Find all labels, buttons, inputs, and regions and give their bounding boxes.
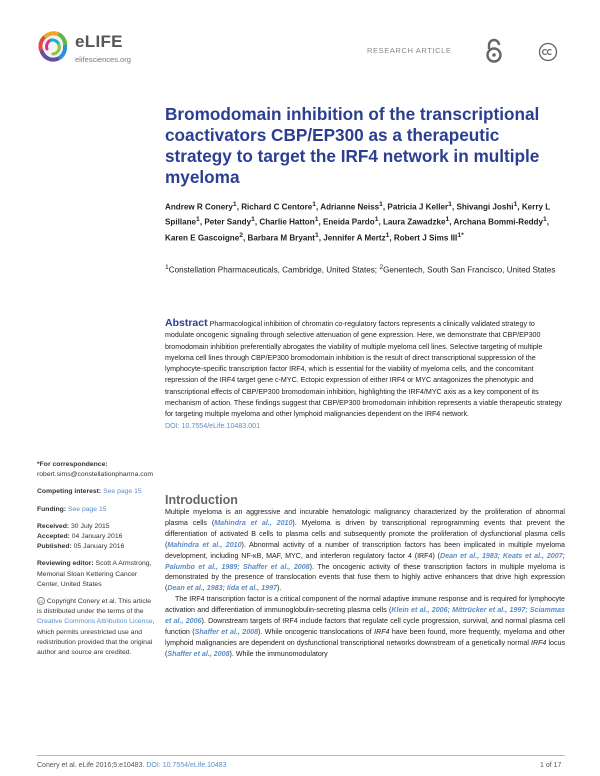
funding-label: Funding: — [37, 505, 67, 513]
reviewing-label: Reviewing editor: — [37, 560, 94, 568]
author-name: Andrew R Conery — [165, 202, 233, 212]
author-affiliation-sup: 1 — [374, 216, 379, 224]
intro-paragraph-1 — [165, 507, 565, 594]
footer-citation-text: Conery et al. eLife 2016;5:e10483. — [37, 762, 147, 769]
body-text-segment: locus ( — [165, 638, 566, 658]
article-title: Bromodomain inhibition of the transcriptional coactivators CBP/EP300 as a therapeutic strategy to target the IRF4 network in multiple myeloma — [165, 104, 540, 187]
license-text-post: , which permits unrestricted use and redistribution provided that the original author and source are credited. — [37, 618, 155, 657]
logo-url: elifesciences.org — [75, 55, 131, 64]
abstract-doi-link[interactable]: DOI: 10.7554/eLife.10483.001 — [165, 421, 261, 430]
copyright-cc-icon: cc — [38, 599, 44, 605]
funding — [37, 505, 155, 515]
author-name: Karen E Gascoigne — [165, 233, 240, 243]
author-name: Richard C Centore — [241, 202, 313, 212]
author-name: Robert J Sims III — [393, 233, 458, 243]
abstract-heading: Abstract — [165, 317, 208, 329]
author-affiliation-sup: 1 — [314, 216, 319, 224]
author-affiliation-sup: 1 — [379, 201, 383, 208]
received-date: 30 July 2015 — [71, 522, 110, 530]
competing-label: Competing interest: — [37, 488, 102, 496]
article-type: RESEARCH ARTICLE — [367, 46, 452, 55]
body-text-segment: Multiple myeloma is an aggressive and incurable hematologic malignancy characterized by the proliferation of abnormal plasma cells ( — [165, 508, 565, 527]
author-name: Patricia J Keller — [387, 202, 449, 212]
competing-interest — [37, 487, 155, 497]
introduction-heading: Introduction — [165, 493, 238, 507]
citation-link[interactable]: Mahindra et al., 2010 — [214, 518, 293, 527]
correspondence-email[interactable]: robert.sims@constellationpharma.com — [37, 471, 154, 479]
author-affiliation-sup: 1 — [232, 201, 237, 208]
citation-link[interactable]: Shaffer et al., 2008 — [167, 649, 230, 658]
body-text-segment: The IRF4 transcription factor is a critical component of the normal adaptive immune response and is required for lymphocyte activation and differentiation of immunoglobulin-secreting plasma cells ( — [165, 595, 565, 615]
gene-name: IRF4 — [374, 627, 390, 636]
correspondence — [37, 460, 155, 480]
citation-link[interactable]: Dean et al., 1983; Keats et al., 2007; Palumbo et al., 1989; Shaffer et al., 2008 — [165, 551, 565, 571]
competing-link[interactable]: See page 15 — [103, 488, 142, 496]
sidebar — [37, 460, 155, 665]
abstract — [165, 318, 565, 432]
license — [37, 597, 155, 658]
license-text-pre: Copyright Conery et al. This article is distributed under the terms of the — [37, 598, 152, 616]
author-name: Barbara M Bryant — [247, 233, 315, 243]
accepted-date: 04 January 2016 — [71, 533, 123, 541]
author-affiliation-sup: 1 — [542, 216, 547, 224]
affiliation-sup: 2 — [379, 264, 384, 271]
published-label: Published: — [37, 543, 72, 551]
logo-name: eLIFE — [75, 32, 123, 51]
body-text-segment: have been found, more frequently, myeloma and other lymphoid malignancies are dependent on dysfunctional transcriptional networks downstream of a genetically normal — [165, 627, 566, 647]
open-access-icon — [484, 38, 504, 64]
elife-logo-icon — [33, 27, 73, 67]
author-affiliation-sup: 1 — [251, 216, 255, 224]
citation-link[interactable]: Dean et al., 1983; Iida et al., 1997 — [167, 584, 277, 593]
citation-link[interactable]: Shaffer et al., 2008 — [194, 627, 259, 636]
author-name: Kerry L Spillane — [165, 202, 551, 227]
author-affiliation-sup: 1 — [448, 201, 452, 208]
body-text-segment: ). While oncogenic translocations of — [258, 627, 375, 636]
author-name: Laura Zawadzke — [382, 217, 446, 227]
affiliation-2: Genentech, South San Francisco, United States — [383, 265, 556, 275]
author-affiliation-sup: 1 — [513, 201, 518, 208]
elife-logo[interactable] — [33, 27, 173, 72]
reviewing-editor — [37, 559, 155, 590]
accepted-label: Accepted: — [37, 533, 70, 541]
author-affiliation-sup: 1 — [312, 201, 317, 208]
author-affiliation-sup: 1 — [445, 216, 450, 224]
license-link[interactable]: Creative Commons Attribution License — [37, 618, 153, 626]
author-affiliation-sup: 1 — [196, 216, 200, 224]
published-date: 05 January 2016 — [73, 543, 125, 551]
funding-link[interactable]: See page 15 — [67, 505, 107, 513]
body-text-segment: ). Downstream targets of IRF4 include factors that regulate cell cycle progression, survival, and normal plasma cell function ( — [165, 617, 565, 636]
reviewing-editor-name: Scott A Armstrong, Memorial Sloan Kettering Cancer Center, United States — [37, 560, 152, 588]
abstract-text: Pharmacological inhibition of chromatin co-regulatory factors represents a clinically validated strategy to modulate oncogenic signaling through selective attenuation of gene expression. Here, we demonstrate that CBP/EP300 bromodomain inhibition preferentially abrogates the viability of multiple myeloma cell lines. Selective targeting of multiple myeloma cell lines through CBP/EP300 bromodomain inhibition is the result of direct transcriptional suppression of the lymphocyte-specific transcription factor IRF4, which is essential for the viability of myeloma cells, and the concomitant repression of the IRF4 target gene c-MYC. Ectopic expression of either IRF4 or MYC antagonizes the phenotypic and transcriptional effects of CBP/EP300 bromodomain inhibition, highlighting the IRF4/MYC axis as a key component of its mechanism of action. These findings suggest that CBP/EP300 bromodomain inhibition represents a viable therapeutic strategy for targeting multiple myeloma and other lymphoid malignancies dependent on the IRF4 network. — [165, 320, 562, 419]
author-affiliation-sup: 2 — [239, 231, 243, 239]
footer-doi-link[interactable]: DOI: 10.7554/eLife.10483 — [146, 762, 227, 769]
gene-name: IRF4 — [531, 638, 547, 647]
author-affiliation-sup: 1 — [314, 231, 319, 239]
author-affiliation-sup: 1* — [457, 231, 464, 239]
body-text-segment: ). The oncogenic activity of these transcription factors in multiple myeloma is demonstrated by the presence of translocation events that fuse them to highly active enhancers that drive high expression ( — [165, 562, 565, 593]
author-name: Archana Bommi-Reddy — [453, 217, 543, 227]
affiliation-sup: 1 — [165, 264, 169, 271]
author-list: Andrew R Conery$^1$, Richard C Centore$^1$, Adrianne Neiss$^1$, Patricia J Keller$^1$, Shivangi Joshi$^1$, Kerry L Spillane$^1$, Peter Sandy$^1$, Charlie Hatton$^1$, Eneida Pardo$^1$, Laura Zawadzke$^1$, Archana Bommi-Reddy$^1$, Karen E Gascoigne$^2$, Barbara M Bryant$^1$, Jennifer A Mertz$^1$, Robert J Sims $III^{1*}$ — [165, 201, 551, 243]
citation-link[interactable]: Mahindra et al., 2010 — [167, 540, 242, 549]
footer-divider — [37, 755, 565, 756]
footer-citation — [37, 762, 227, 769]
introduction-body — [165, 507, 565, 660]
page-number: 1 of 17 — [540, 762, 562, 769]
body-text-segment: ). — [277, 584, 282, 593]
author-name: Adrianne Neiss — [320, 202, 380, 212]
affiliations — [165, 262, 565, 277]
dates — [37, 522, 155, 553]
body-text-segment: ). Myeloma is driven by transcriptional reprogramming events that prevent the differentiation of activated B cells to plasma cells and subsequently promote the proliferation of dysfunctional plasma cells ( — [165, 518, 565, 549]
creative-commons-icon — [538, 42, 558, 62]
author-name: Shivangi Joshi — [456, 202, 514, 212]
citation-link[interactable]: Klein et al., 2006; Mittrücker et al., 1997; Sciammas et al., 2006 — [165, 606, 566, 626]
author-name: Eneida Pardo — [322, 217, 375, 227]
body-text-segment: ). Abnormal activity of a number of transcription factors has been implicated in multiple myeloma development, including NF-κB, MAF, MYC, and interferon regulatory factor 4 (IRF4) ( — [165, 540, 565, 560]
author-name: Peter Sandy — [204, 217, 252, 227]
received-label: Received: — [37, 522, 70, 530]
body-text-segment: ). While the immunomodulatory — [229, 649, 328, 658]
correspondence-label: *For correspondence: — [37, 461, 108, 468]
author-affiliation-sup: 1 — [385, 231, 390, 239]
author-name: Charlie Hatton — [259, 217, 315, 227]
intro-paragraph-2 — [165, 594, 565, 659]
author-name: Jennifer A Mertz — [323, 233, 386, 243]
affiliation-1: Constellation Pharmaceuticals, Cambridge, United States; — [168, 265, 380, 275]
